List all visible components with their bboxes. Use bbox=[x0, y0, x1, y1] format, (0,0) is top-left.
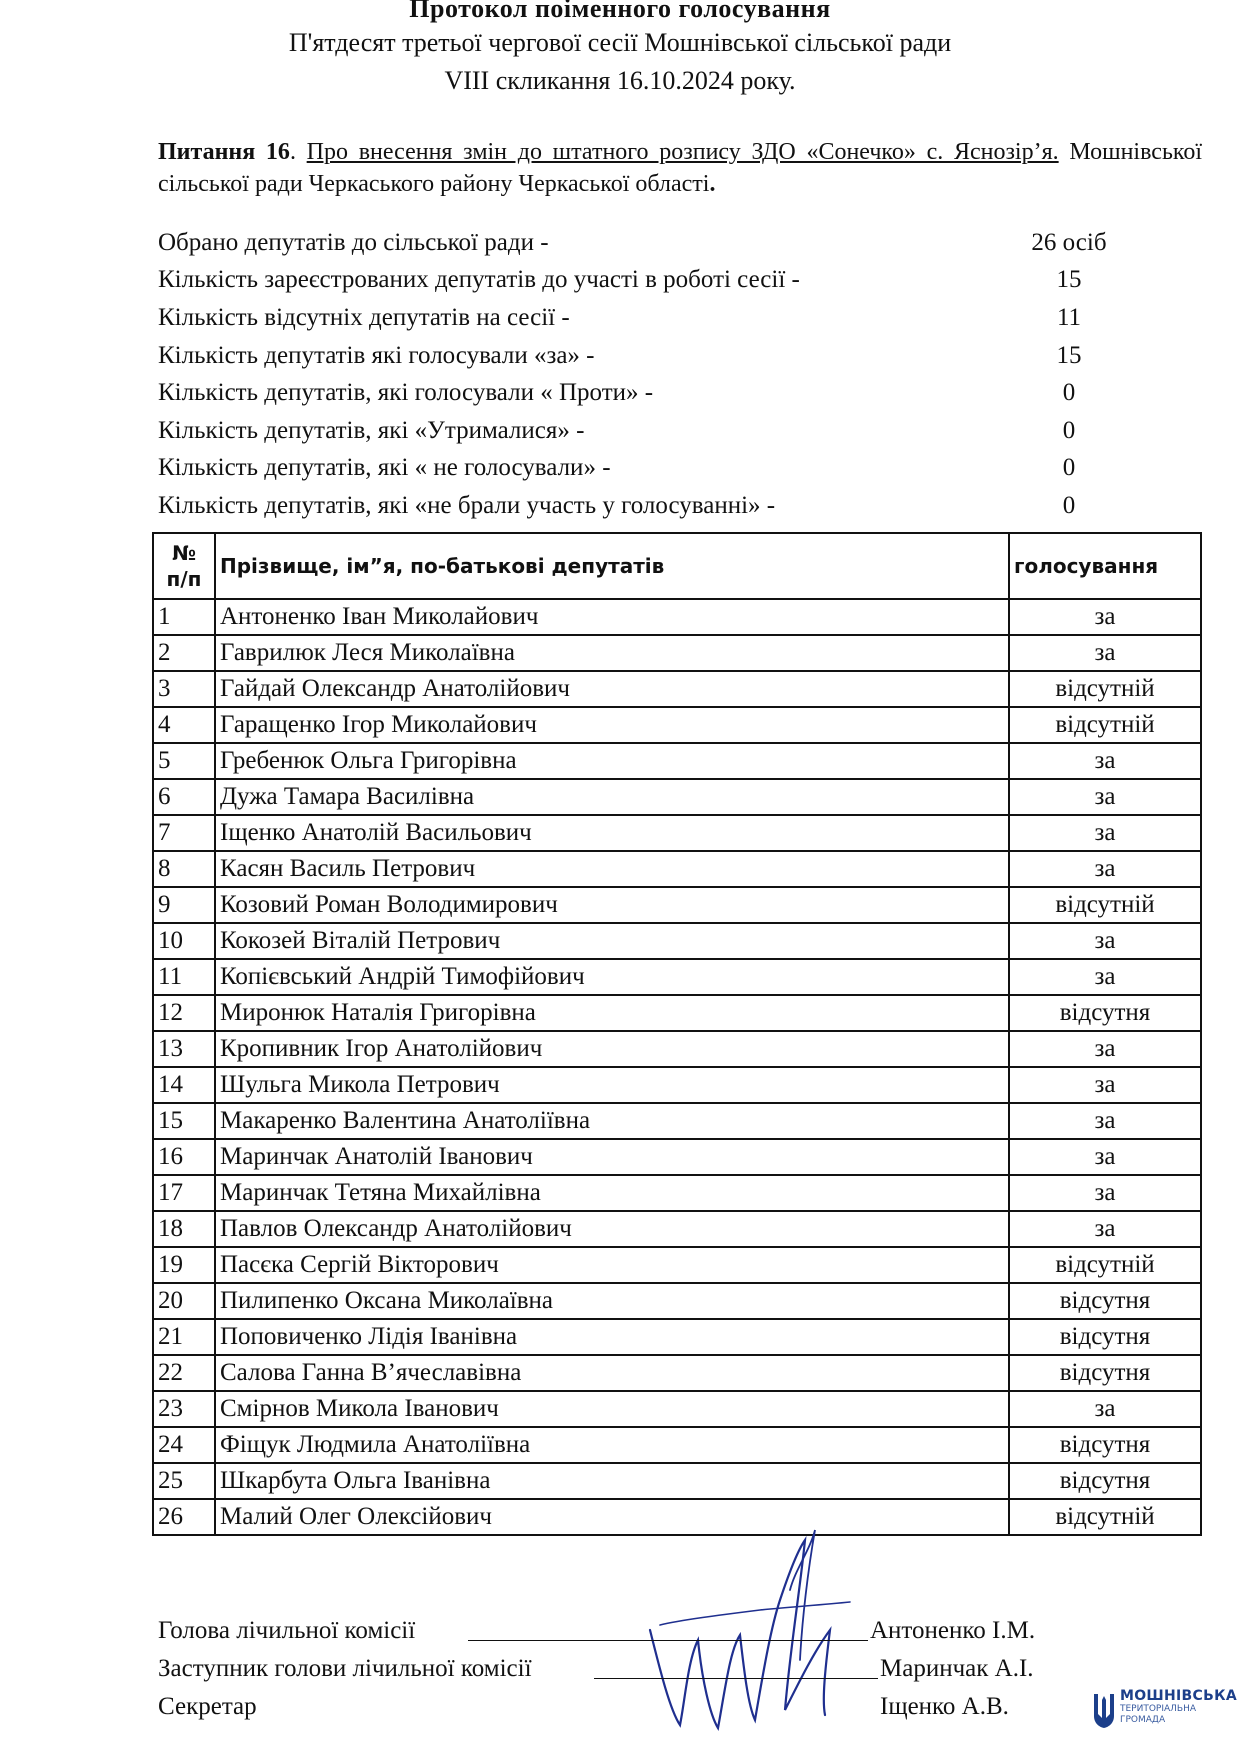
title-block bbox=[0, 0, 1240, 100]
vote-result: відсутня bbox=[1009, 995, 1201, 1031]
question-end: . bbox=[709, 171, 716, 197]
stat-row bbox=[158, 299, 1158, 337]
row-number: 22 bbox=[153, 1355, 215, 1391]
trident-icon bbox=[1092, 1690, 1116, 1730]
stat-row bbox=[158, 374, 1158, 412]
question-label-dot: . bbox=[289, 139, 307, 165]
row-number: 1 bbox=[153, 599, 215, 635]
table-row bbox=[153, 1139, 1201, 1175]
deputy-name: Гаврилюк Леся Миколаївна bbox=[215, 635, 1009, 671]
vote-result: відсутній bbox=[1009, 887, 1201, 923]
signature-row-chairman bbox=[158, 1612, 1158, 1650]
deputy-name: Антоненко Іван Миколайович bbox=[215, 599, 1009, 635]
row-number: 21 bbox=[153, 1319, 215, 1355]
table-row bbox=[153, 1463, 1201, 1499]
row-number: 9 bbox=[153, 887, 215, 923]
row-number: 16 bbox=[153, 1139, 215, 1175]
deputy-name: Пасєка Сергій Вікторович bbox=[215, 1247, 1009, 1283]
row-number: 4 bbox=[153, 707, 215, 743]
table-row bbox=[153, 1283, 1201, 1319]
stat-value: 0 bbox=[1062, 416, 1076, 444]
vote-result: відсутній bbox=[1009, 1499, 1201, 1535]
table-row bbox=[153, 815, 1201, 851]
deputy-name: Дужа Тамара Василівна bbox=[215, 779, 1009, 815]
table-row bbox=[153, 995, 1201, 1031]
vote-result: за bbox=[1009, 923, 1201, 959]
deputy-name: Копієвський Андрій Тимофійович bbox=[215, 959, 1009, 995]
table-header-row bbox=[153, 533, 1201, 599]
question-continuation: Мошнівської сільської ради Черкаського району Черкаської області bbox=[158, 139, 1202, 197]
stat-row bbox=[158, 450, 1158, 488]
stat-row bbox=[158, 224, 1158, 262]
table-row bbox=[153, 1175, 1201, 1211]
stat-value: 0 bbox=[1062, 491, 1076, 519]
session-line: П'ятдесят третьої чергової сесії Мошнівської сільської ради bbox=[288, 28, 952, 57]
voting-stats bbox=[158, 224, 1158, 525]
signature-row-secretary bbox=[158, 1688, 1158, 1726]
deputy-name: Гайдай Олександр Анатолійович bbox=[215, 671, 1009, 707]
deputy-name: Шульга Микола Петрович bbox=[215, 1067, 1009, 1103]
table-body bbox=[153, 599, 1201, 1535]
table-row bbox=[153, 851, 1201, 887]
stat-label: Кількість депутатів, які «не брали участь у голосуванні» - bbox=[158, 491, 776, 519]
deputy-name: Маринчак Анатолій Іванович bbox=[215, 1139, 1009, 1175]
deputy-name: Шкарбута Ольга Іванівна bbox=[215, 1463, 1009, 1499]
row-number: 18 bbox=[153, 1211, 215, 1247]
table-row bbox=[153, 1427, 1201, 1463]
stat-label: Кількість депутатів, які «Утрималися» - bbox=[158, 416, 585, 444]
deputy-name: Поповиченко Лідія Іванівна bbox=[215, 1319, 1009, 1355]
deputy-name: Гребенюк Ольга Григорівна bbox=[215, 743, 1009, 779]
deputy-name: Кокозей Віталій Петрович bbox=[215, 923, 1009, 959]
stat-value: 15 bbox=[1056, 341, 1082, 369]
row-number: 12 bbox=[153, 995, 215, 1031]
vote-result: за bbox=[1009, 743, 1201, 779]
row-number: 23 bbox=[153, 1391, 215, 1427]
stat-label: Кількість депутатів які голосували «за» - bbox=[158, 341, 595, 369]
vote-result: за bbox=[1009, 1175, 1201, 1211]
document-title: Протокол поіменного голосування bbox=[409, 0, 831, 23]
table-row bbox=[153, 1103, 1201, 1139]
column-header-name: Прізвище, ім”я, по-батькові депутатів bbox=[215, 533, 1009, 599]
question-label: Питання 16 bbox=[158, 139, 290, 165]
table-row bbox=[153, 743, 1201, 779]
row-number: 14 bbox=[153, 1067, 215, 1103]
deputy-name: Гаращенко Ігор Миколайович bbox=[215, 707, 1009, 743]
table-row bbox=[153, 1067, 1201, 1103]
row-number: 20 bbox=[153, 1283, 215, 1319]
table-row bbox=[153, 1319, 1201, 1355]
stat-value: 26 осіб bbox=[1031, 228, 1107, 256]
table-row bbox=[153, 1391, 1201, 1427]
question-topic: Про внесення змін до штатного розпису ЗДО «Сонечко» с. Яснозір’я. bbox=[306, 139, 1059, 165]
row-number: 3 bbox=[153, 671, 215, 707]
row-number: 19 bbox=[153, 1247, 215, 1283]
stat-row bbox=[158, 412, 1158, 450]
vote-result: відсутня bbox=[1009, 1427, 1201, 1463]
signature-line bbox=[594, 1678, 878, 1679]
table-row bbox=[153, 923, 1201, 959]
deputy-name: Пилипенко Оксана Миколаївна bbox=[215, 1283, 1009, 1319]
vote-result: за bbox=[1009, 1031, 1201, 1067]
deputy-name: Макаренко Валентина Анатоліївна bbox=[215, 1103, 1009, 1139]
deputy-name: Малий Олег Олексійович bbox=[215, 1499, 1009, 1535]
row-number: 25 bbox=[153, 1463, 215, 1499]
vote-result: за bbox=[1009, 1103, 1201, 1139]
vote-result: відсутній bbox=[1009, 707, 1201, 743]
vote-result: за bbox=[1009, 815, 1201, 851]
deputy-name: Смірнов Микола Іванович bbox=[215, 1391, 1009, 1427]
question-text bbox=[158, 136, 1202, 200]
row-number: 11 bbox=[153, 959, 215, 995]
table-row bbox=[153, 1247, 1201, 1283]
row-number: 7 bbox=[153, 815, 215, 851]
row-number: 10 bbox=[153, 923, 215, 959]
signature-name: Маринчак А.І. bbox=[880, 1655, 1034, 1682]
deputy-name: Козовий Роман Володимирович bbox=[215, 887, 1009, 923]
vote-result: за bbox=[1009, 1211, 1201, 1247]
table-row bbox=[153, 1211, 1201, 1247]
vote-result: відсутня bbox=[1009, 1463, 1201, 1499]
vote-result: відсутній bbox=[1009, 1247, 1201, 1283]
table-row bbox=[153, 635, 1201, 671]
row-number: 6 bbox=[153, 779, 215, 815]
row-number: 24 bbox=[153, 1427, 215, 1463]
deputy-name: Маринчак Тетяна Михайлівна bbox=[215, 1175, 1009, 1211]
vote-result: за bbox=[1009, 599, 1201, 635]
stat-value: 15 bbox=[1056, 266, 1082, 294]
signature-role: Заступник голови лічильної комісії bbox=[158, 1655, 532, 1682]
deputy-name: Павлов Олександр Анатолійович bbox=[215, 1211, 1009, 1247]
vote-result: за bbox=[1009, 1067, 1201, 1103]
vote-result: відсутня bbox=[1009, 1283, 1201, 1319]
logo-text bbox=[1120, 1688, 1237, 1726]
stat-label: Кількість відсутніх депутатів на сесії - bbox=[158, 303, 570, 331]
row-number: 2 bbox=[153, 635, 215, 671]
stat-value: 11 bbox=[1056, 303, 1082, 331]
vote-result: за bbox=[1009, 959, 1201, 995]
stat-row bbox=[158, 262, 1158, 300]
stat-label: Обрано депутатів до сільської ради - bbox=[158, 228, 549, 256]
stat-row bbox=[158, 487, 1158, 525]
stat-label: Кількість депутатів, які « не голосували» - bbox=[158, 454, 611, 482]
table-row bbox=[153, 959, 1201, 995]
table-row bbox=[153, 1031, 1201, 1067]
community-logo bbox=[1092, 1686, 1237, 1736]
signature-block bbox=[158, 1612, 1158, 1726]
row-number: 5 bbox=[153, 743, 215, 779]
signature-line bbox=[468, 1640, 868, 1641]
row-number: 8 bbox=[153, 851, 215, 887]
table-row bbox=[153, 671, 1201, 707]
table-row bbox=[153, 707, 1201, 743]
signature-role: Голова лічильної комісії bbox=[158, 1617, 416, 1644]
logo-line-1: МОШНІВСЬКА bbox=[1120, 1688, 1237, 1704]
row-number: 13 bbox=[153, 1031, 215, 1067]
row-number: 26 bbox=[153, 1499, 215, 1535]
stat-row bbox=[158, 337, 1158, 375]
deputy-name: Салова Ганна В’ячеславівна bbox=[215, 1355, 1009, 1391]
signature-role: Секретар bbox=[158, 1693, 257, 1720]
signature-row-deputy bbox=[158, 1650, 1158, 1688]
vote-result: за bbox=[1009, 1391, 1201, 1427]
column-header-number bbox=[153, 533, 215, 599]
signature-name: Іщенко А.В. bbox=[880, 1693, 1009, 1720]
vote-result: відсутній bbox=[1009, 671, 1201, 707]
column-header-vote: голосування bbox=[1009, 533, 1201, 599]
deputy-name: Фіщук Людмила Анатоліївна bbox=[215, 1427, 1009, 1463]
vote-result: за bbox=[1009, 1139, 1201, 1175]
row-number: 17 bbox=[153, 1175, 215, 1211]
table-row bbox=[153, 599, 1201, 635]
convocation-line: VIII скликання 16.10.2024 року. bbox=[444, 66, 796, 95]
column-header-number-line2: п/п bbox=[166, 567, 202, 591]
deputy-name: Миронюк Наталія Григорівна bbox=[215, 995, 1009, 1031]
vote-result: відсутня bbox=[1009, 1319, 1201, 1355]
table-row bbox=[153, 779, 1201, 815]
stat-label: Кількість зареєстрованих депутатів до участі в роботі сесії - bbox=[158, 266, 800, 294]
stat-value: 0 bbox=[1062, 454, 1076, 482]
vote-result: відсутня bbox=[1009, 1355, 1201, 1391]
row-number: 15 bbox=[153, 1103, 215, 1139]
vote-result: за bbox=[1009, 779, 1201, 815]
stat-value: 0 bbox=[1062, 379, 1076, 407]
deputy-name: Кропивник Ігор Анатолійович bbox=[215, 1031, 1009, 1067]
stat-label: Кількість депутатів, які голосували « Проти» - bbox=[158, 379, 654, 407]
table-row bbox=[153, 1355, 1201, 1391]
deputy-name: Касян Василь Петрович bbox=[215, 851, 1009, 887]
vote-result: за bbox=[1009, 851, 1201, 887]
deputy-name: Іщенко Анатолій Васильович bbox=[215, 815, 1009, 851]
voting-table bbox=[152, 532, 1202, 1536]
signature-name: Антоненко І.М. bbox=[870, 1617, 1036, 1644]
logo-line-2: ТЕРИТОРІАЛЬНА bbox=[1120, 1704, 1197, 1714]
table-row bbox=[153, 887, 1201, 923]
logo-line-3: ГРОМАДА bbox=[1120, 1715, 1166, 1725]
column-header-number-line1: № bbox=[171, 541, 197, 565]
vote-result: за bbox=[1009, 635, 1201, 671]
